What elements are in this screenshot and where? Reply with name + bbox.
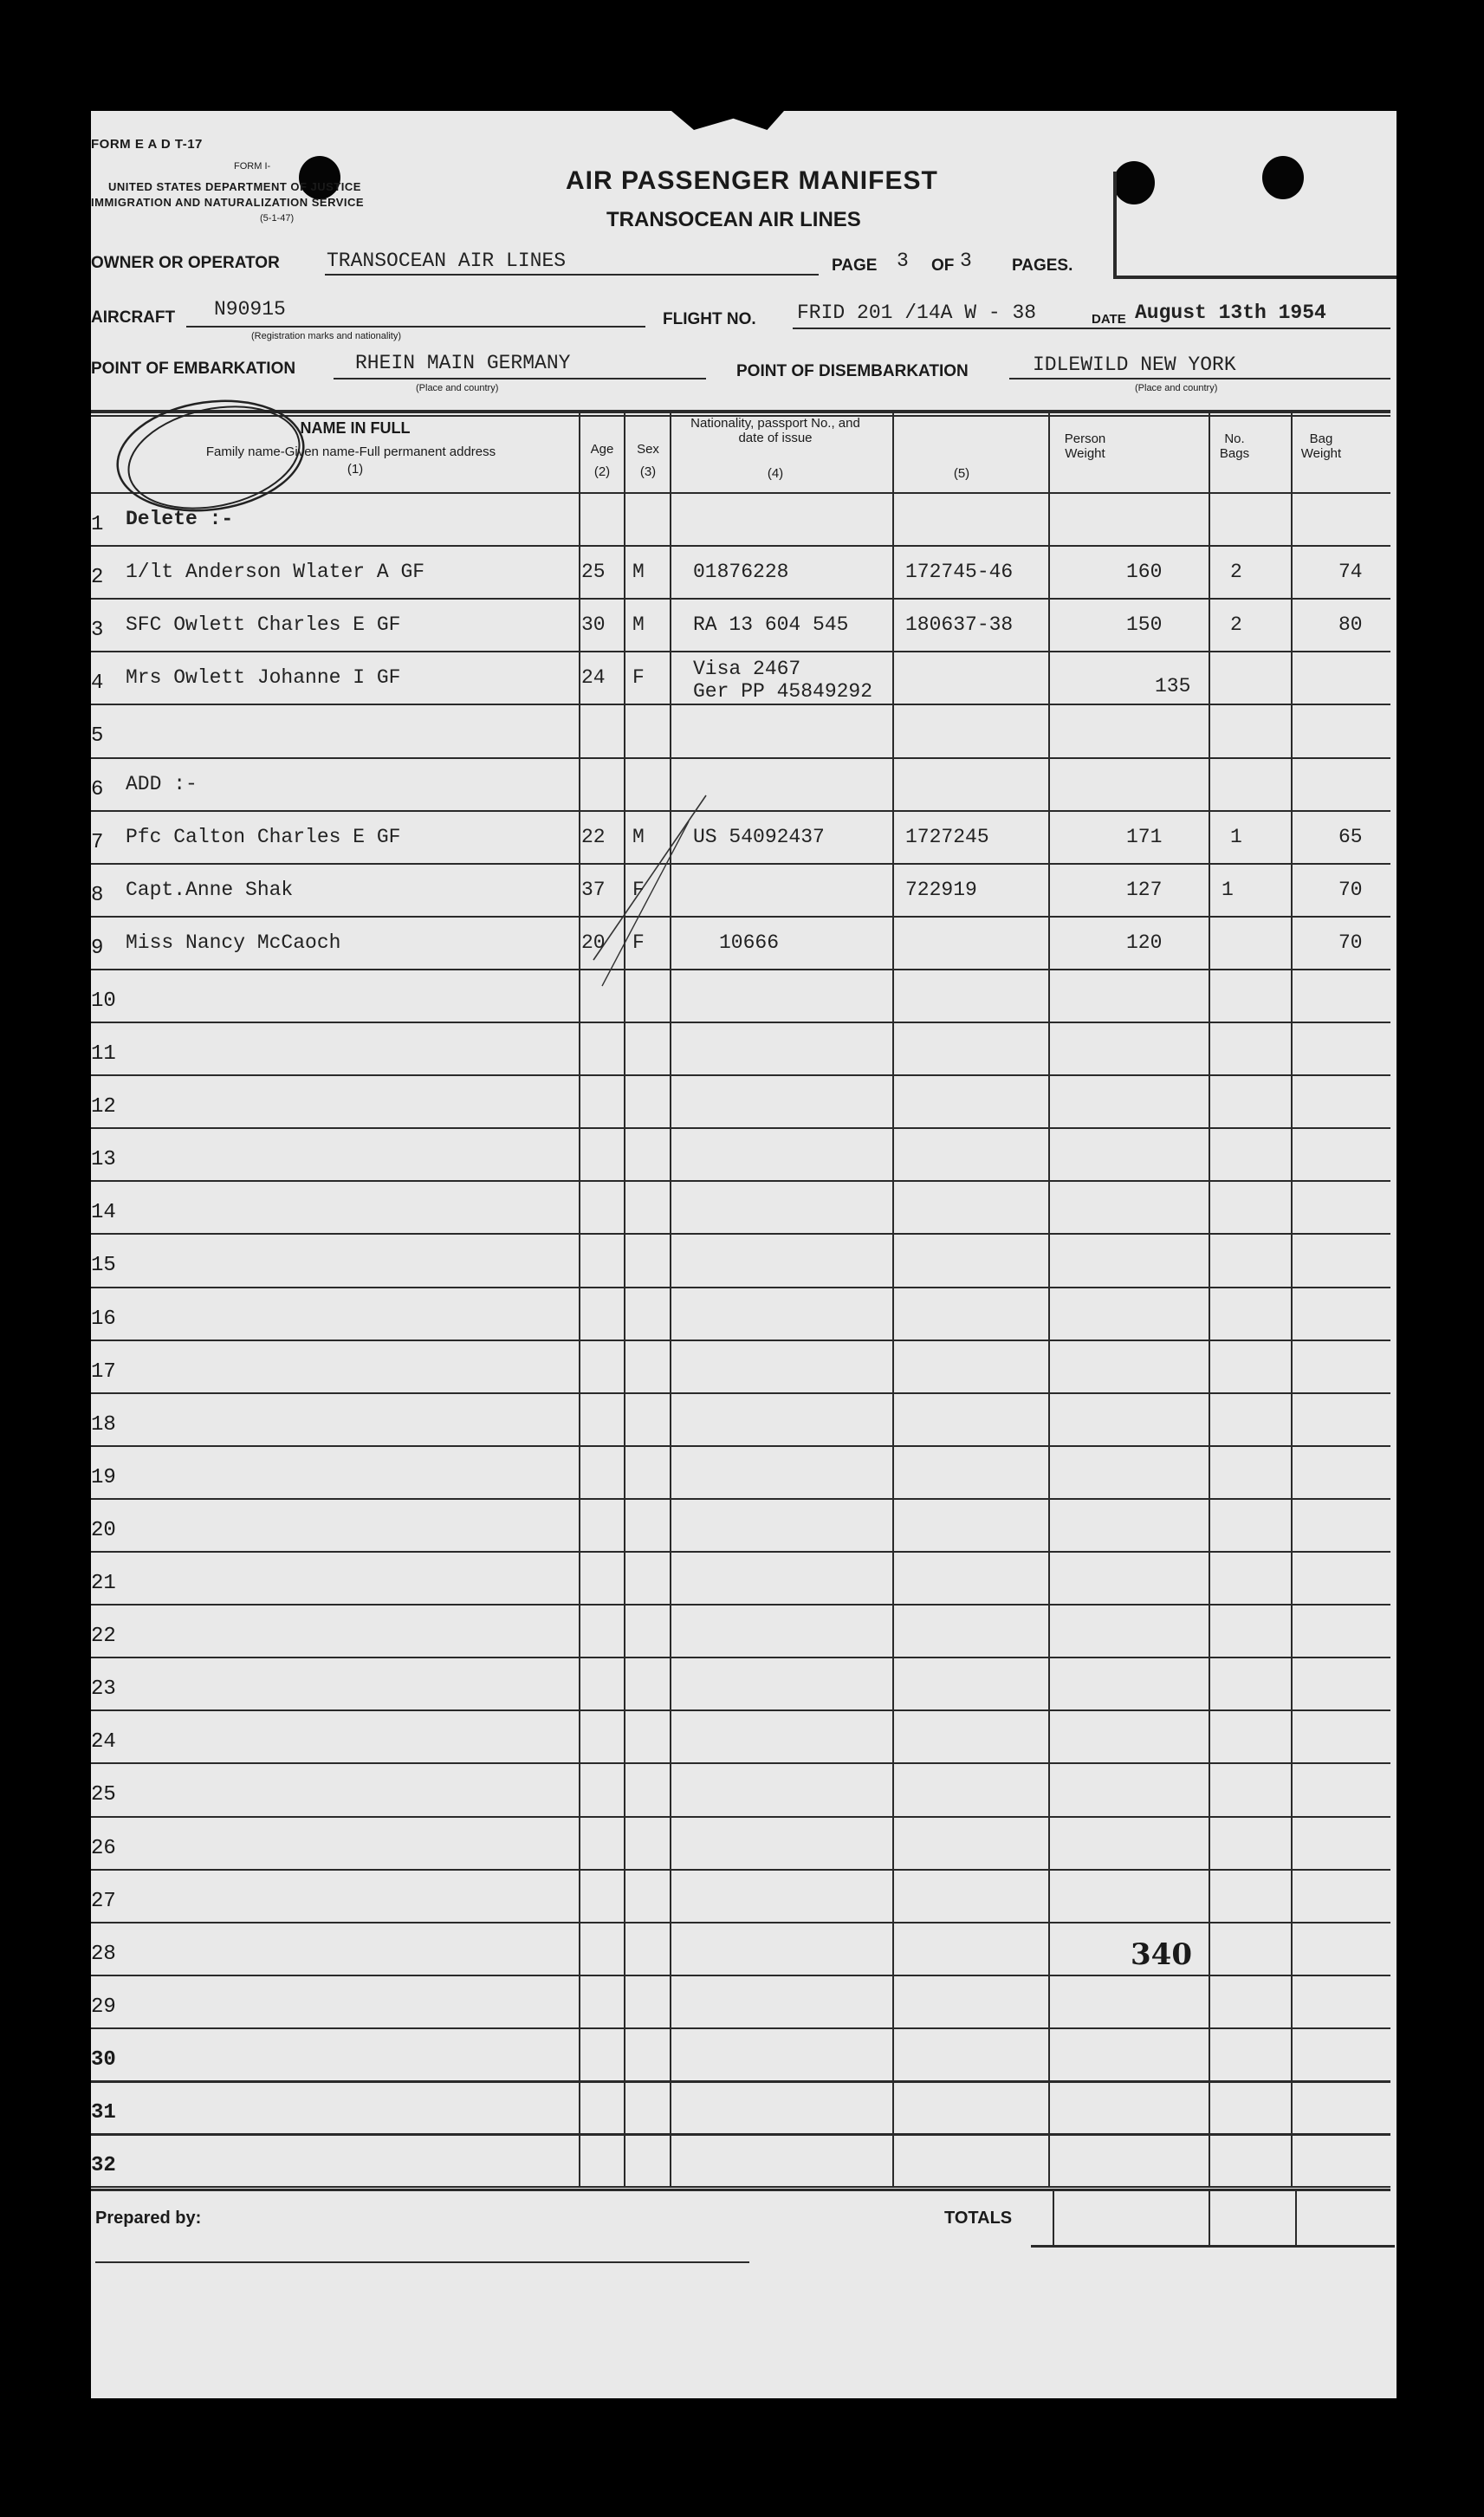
- disembarkation-value: IDLEWILD NEW YORK: [1033, 354, 1236, 376]
- passenger-name: Mrs Owlett Johanne I GF: [126, 666, 401, 689]
- row-rule: [91, 1498, 1390, 1500]
- passenger-bag-weight: 80: [1338, 613, 1363, 636]
- row-number: 1: [91, 513, 104, 536]
- passenger-bag-weight: 74: [1338, 561, 1363, 583]
- passenger-name: 1/lt Anderson Wlater A GF: [126, 561, 425, 583]
- passenger-passport-line2: Ger PP 45849292: [693, 680, 873, 703]
- underline: [1009, 378, 1390, 379]
- passenger-col5: 1727245: [905, 826, 989, 848]
- row-rule: [91, 2080, 1390, 2083]
- disembarkation-label: POINT OF DISEMBARKATION: [736, 362, 969, 380]
- row-number: 14: [91, 1201, 116, 1224]
- service-line: IMMIGRATION AND NATURALIZATION SERVICE: [91, 196, 365, 209]
- passenger-name: Capt.Anne Shak: [126, 879, 294, 901]
- passenger-age: 30: [581, 613, 606, 636]
- underline: [334, 378, 706, 379]
- of-label: OF: [931, 256, 955, 275]
- passenger-bag-weight: 65: [1338, 826, 1363, 848]
- passenger-age: 22: [581, 826, 606, 848]
- row-rule: [91, 1869, 1390, 1871]
- row-rule: [91, 757, 1390, 759]
- passenger-weight: 160: [1126, 561, 1163, 583]
- row-number: 8: [91, 884, 104, 907]
- form-date: (5-1-47): [260, 213, 295, 224]
- row-rule: [91, 2133, 1390, 2136]
- handwritten-circle: [108, 388, 316, 518]
- passenger-bag-weight: 70: [1338, 879, 1363, 901]
- table-bottom-rule: [91, 2189, 1390, 2191]
- page-label: PAGE: [832, 256, 878, 275]
- row-number: 15: [91, 1254, 116, 1277]
- col-bagweight-header: Bag Weight: [1300, 431, 1342, 461]
- row-number: 7: [91, 831, 104, 854]
- column-rule: [1048, 410, 1050, 2186]
- column-rule: [1209, 410, 1210, 2186]
- aircraft-sublabel: (Registration marks and nationality): [251, 331, 402, 341]
- row-number: 26: [91, 1837, 116, 1860]
- passenger-bags: 2: [1230, 561, 1242, 583]
- row-rule: [91, 1604, 1390, 1606]
- row-number: 31: [91, 2101, 116, 2125]
- stamp-box-left: [1113, 172, 1117, 277]
- date-value: August 13th 1954: [1135, 302, 1326, 324]
- passenger-weight: 135: [1155, 675, 1191, 697]
- page-number: 3: [897, 250, 909, 272]
- row-number: 3: [91, 619, 104, 642]
- passenger-sex: F: [632, 879, 645, 901]
- embarkation-label: POINT OF EMBARKATION: [91, 360, 296, 378]
- passenger-name: Miss Nancy McCaoch: [126, 931, 341, 954]
- totals-column-rule: [1209, 2191, 1210, 2247]
- signature-line: [95, 2261, 749, 2263]
- passenger-name: Pfc Calton Charles E GF: [126, 826, 401, 848]
- passenger-age: 20: [581, 931, 606, 954]
- col-name-header: NAME IN FULL: [300, 419, 411, 437]
- flight-value: FRID 201 /14A W - 38: [797, 302, 1037, 324]
- row-rule: [91, 1975, 1390, 1976]
- row-number: 16: [91, 1307, 116, 1331]
- page-title: AIR PASSENGER MANIFEST: [566, 166, 938, 195]
- manifest-page: [91, 111, 1397, 2398]
- column-rule: [579, 410, 580, 2186]
- row-rule: [91, 1180, 1390, 1182]
- row-number: 10: [91, 989, 116, 1013]
- page-total: 3: [960, 250, 972, 272]
- row-rule: [91, 916, 1390, 918]
- embarkation-value: RHEIN MAIN GERMANY: [355, 352, 571, 374]
- passenger-weight: 150: [1126, 613, 1163, 636]
- punch-hole: [1113, 161, 1155, 204]
- column-rule: [624, 410, 625, 2186]
- row-rule: [91, 1816, 1390, 1818]
- column-rule: [1291, 410, 1293, 2186]
- row-rule: [91, 2027, 1390, 2029]
- row-number: 4: [91, 671, 104, 695]
- underline: [186, 326, 645, 328]
- passenger-passport: 10666: [719, 931, 780, 954]
- row-number: 19: [91, 1466, 116, 1489]
- passenger-col5: 180637-38: [905, 613, 1014, 636]
- row-number: 32: [91, 2154, 116, 2177]
- row-rule: [91, 1762, 1390, 1764]
- passenger-weight: 171: [1126, 826, 1163, 848]
- row-rule: [91, 2186, 1390, 2188]
- row-number: 27: [91, 1890, 116, 1913]
- row-number: 21: [91, 1572, 116, 1595]
- row-number: 2: [91, 566, 104, 589]
- row-rule: [91, 1709, 1390, 1711]
- col-weight-header: Person Weight: [1064, 431, 1106, 461]
- punch-hole: [1262, 156, 1304, 199]
- column-rule: [892, 410, 894, 2186]
- col-5-header: (5): [953, 466, 970, 481]
- date-label: DATE: [1092, 312, 1126, 327]
- col-name-number: (1): [347, 462, 364, 477]
- totals-bottom-rule: [1031, 2245, 1395, 2248]
- passenger-name: SFC Owlett Charles E GF: [126, 613, 401, 636]
- passenger-sex: F: [632, 666, 645, 689]
- passenger-col5: 172745-46: [905, 561, 1014, 583]
- passenger-bags: 2: [1230, 613, 1242, 636]
- col-age-header: Age: [590, 442, 614, 457]
- row-number: 6: [91, 778, 104, 801]
- department-line: UNITED STATES DEPARTMENT OF JUSTICE: [108, 180, 361, 193]
- col-bags-header: No. Bags: [1219, 431, 1250, 461]
- row-rule: [91, 651, 1390, 652]
- disembarkation-sublabel: (Place and country): [1135, 383, 1218, 393]
- passenger-weight: 127: [1126, 879, 1163, 901]
- totals-column-rule: [1053, 2191, 1054, 2247]
- row-rule: [91, 1392, 1390, 1394]
- passenger-sex: F: [632, 931, 645, 954]
- passenger-sex: M: [632, 561, 645, 583]
- row-number: 20: [91, 1519, 116, 1542]
- row-rule: [91, 1233, 1390, 1235]
- row-number: 17: [91, 1360, 116, 1384]
- row-rule: [91, 598, 1390, 600]
- row-rule: [91, 1127, 1390, 1129]
- form-number: FORM I-: [234, 161, 271, 172]
- col-age-number: (2): [593, 464, 611, 479]
- passenger-passport: US 54092437: [693, 826, 825, 848]
- owner-label: OWNER OR OPERATOR: [91, 254, 280, 272]
- passenger-passport: 01876228: [693, 561, 789, 583]
- passenger-name: Delete :-: [126, 508, 234, 530]
- form-code: FORM E A D T-17: [91, 137, 203, 152]
- column-rule: [670, 410, 671, 2186]
- col-nationality-number: (4): [767, 466, 784, 481]
- pages-label: PAGES.: [1012, 256, 1073, 275]
- row-rule: [91, 810, 1390, 812]
- totals-column-rule: [1295, 2191, 1297, 2247]
- passenger-age: 24: [581, 666, 606, 689]
- passenger-passport: Visa 2467: [693, 658, 801, 680]
- torn-notch: [671, 111, 784, 130]
- prepared-by-label: Prepared by:: [95, 2209, 202, 2228]
- handwritten-total: 340: [1131, 1937, 1192, 1972]
- row-number: 22: [91, 1625, 116, 1648]
- passenger-age: 37: [581, 879, 606, 901]
- row-rule: [91, 1074, 1390, 1076]
- aircraft-value: N90915: [214, 298, 286, 321]
- passenger-passport: RA 13 604 545: [693, 613, 849, 636]
- passenger-bag-weight: 70: [1338, 931, 1363, 954]
- passenger-weight: 120: [1126, 931, 1163, 954]
- row-number: 12: [91, 1095, 116, 1119]
- col-sex-number: (3): [639, 464, 657, 479]
- owner-value: TRANSOCEAN AIR LINES: [327, 250, 567, 272]
- row-number: 23: [91, 1677, 116, 1701]
- flight-label: FLIGHT NO.: [663, 310, 756, 328]
- row-rule: [91, 1287, 1390, 1288]
- row-rule: [91, 1445, 1390, 1447]
- row-rule: [91, 704, 1390, 705]
- passenger-name: ADD :-: [126, 773, 198, 795]
- aircraft-label: AIRCRAFT: [91, 308, 176, 327]
- col-name-subheader: Family name-Given name-Full permanent address: [205, 444, 496, 459]
- underline: [793, 328, 1390, 329]
- airline-name: TRANSOCEAN AIR LINES: [606, 208, 861, 231]
- underline: [325, 274, 819, 276]
- row-rule: [91, 1022, 1390, 1023]
- row-number: 18: [91, 1413, 116, 1437]
- row-number: 13: [91, 1148, 116, 1171]
- passenger-bags: 1: [1222, 879, 1234, 901]
- row-rule: [91, 1340, 1390, 1341]
- col-nationality-header: Nationality, passport No., and date of issue: [690, 416, 860, 445]
- row-number: 11: [91, 1042, 116, 1066]
- row-rule: [91, 969, 1390, 970]
- totals-label: TOTALS: [944, 2209, 1013, 2228]
- row-rule: [91, 1551, 1390, 1553]
- passenger-bags: 1: [1230, 826, 1242, 848]
- row-rule: [91, 863, 1390, 865]
- col-sex-header: Sex: [637, 442, 659, 457]
- row-rule: [91, 545, 1390, 547]
- passenger-age: 25: [581, 561, 606, 583]
- row-number: 24: [91, 1730, 116, 1754]
- passenger-col5: 722919: [905, 879, 977, 901]
- row-number: 9: [91, 937, 104, 960]
- row-rule: [91, 1922, 1390, 1923]
- embarkation-sublabel: (Place and country): [416, 383, 499, 393]
- row-number: 29: [91, 1995, 116, 2019]
- row-number: 28: [91, 1943, 116, 1966]
- passenger-sex: M: [632, 826, 645, 848]
- passenger-sex: M: [632, 613, 645, 636]
- row-number: 30: [91, 2048, 116, 2072]
- row-number: 5: [91, 724, 104, 748]
- stamp-box-bottom: [1113, 276, 1397, 279]
- row-number: 25: [91, 1783, 116, 1807]
- row-rule: [91, 1657, 1390, 1658]
